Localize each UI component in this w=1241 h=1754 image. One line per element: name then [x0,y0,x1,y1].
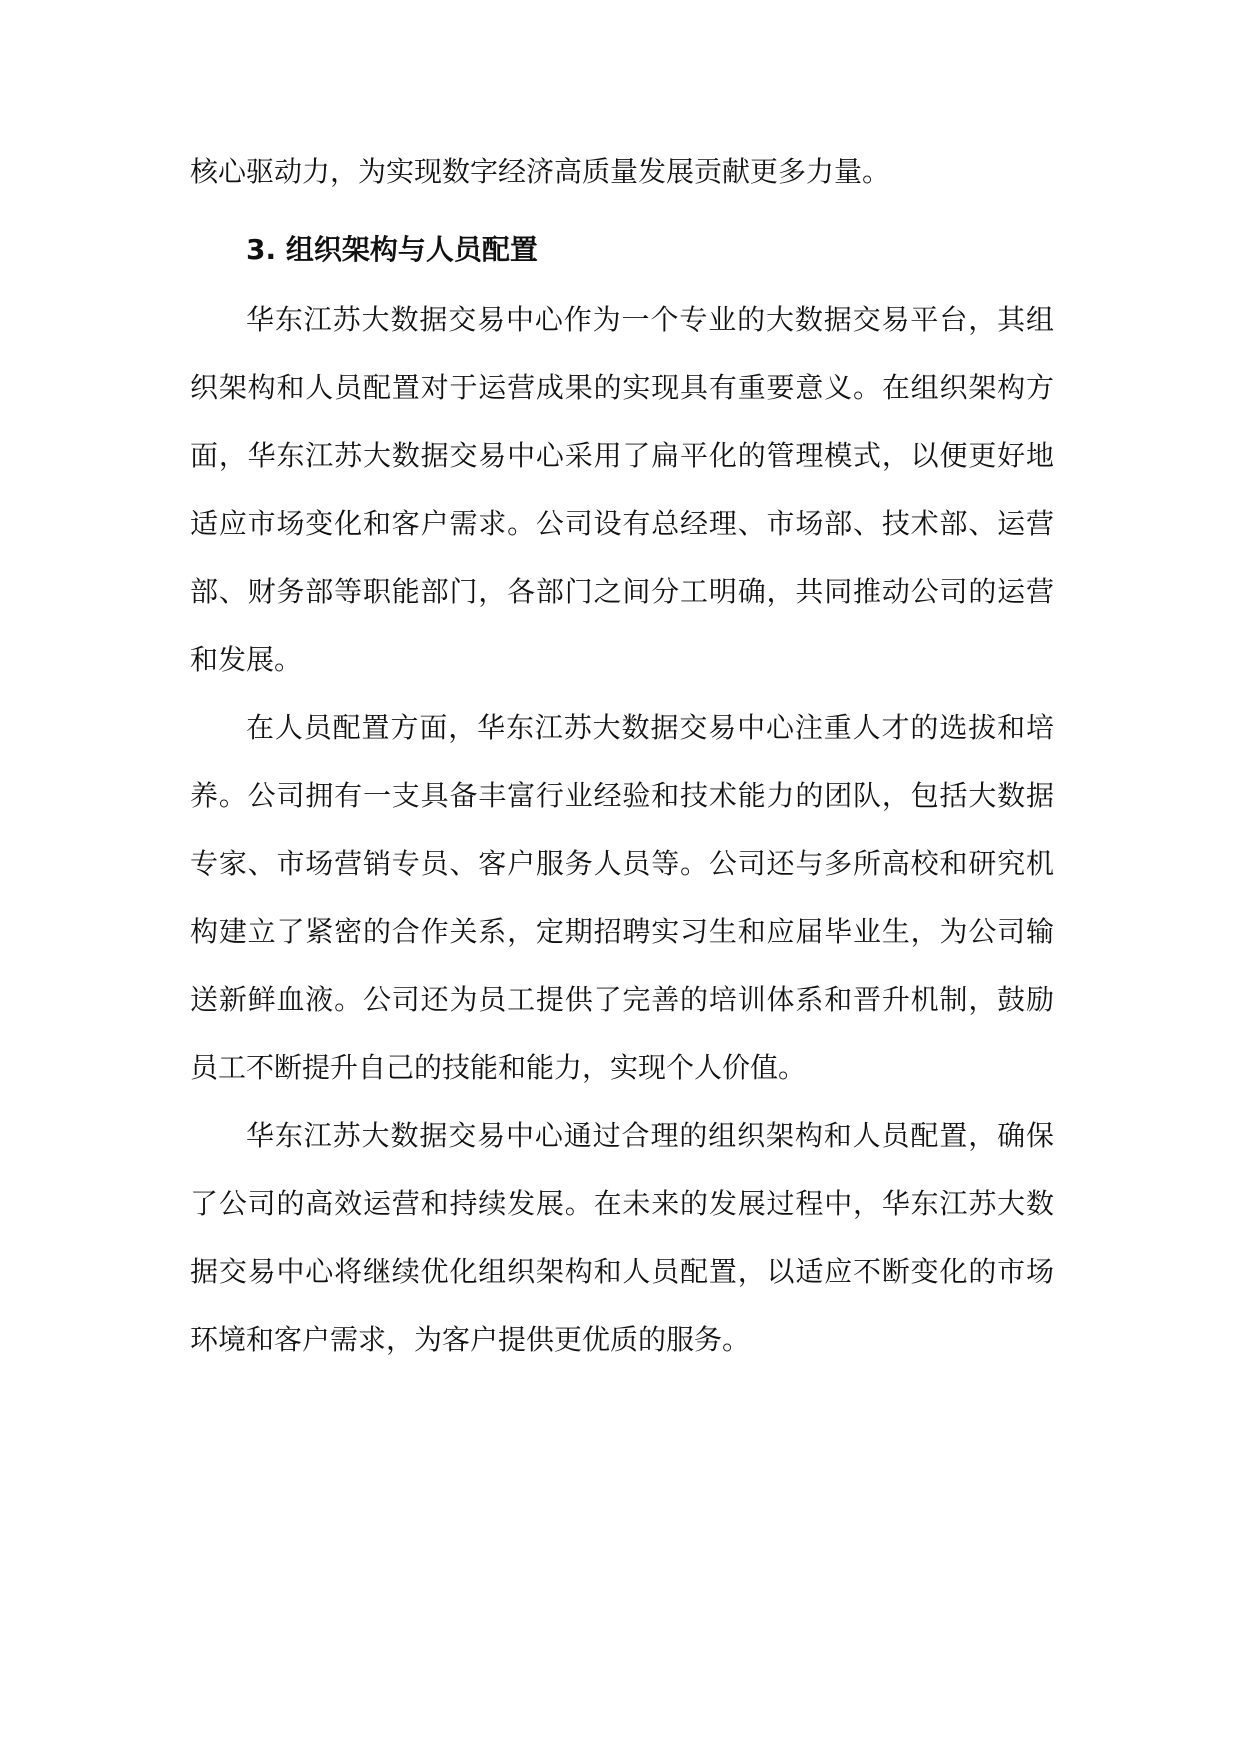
paragraph-line: 据交易中心将继续优化组织架构和人员配置，以适应不断变化的市场 [190,1255,1054,1288]
paragraph-line: 环境和客户需求，为客户提供更优质的服务。 [190,1323,751,1356]
paragraph-line: 华东江苏大数据交易中心通过合理的组织架构和人员配置，确保 [246,1119,1054,1152]
paragraph-line: 织架构和人员配置对于运营成果的实现具有重要意义。在组织架构方 [190,371,1054,404]
paragraph-line: 构建立了紧密的合作关系，定期招聘实习生和应届毕业生，为公司输 [190,915,1054,948]
paragraph-line: 养。公司拥有一支具备丰富行业经验和技术能力的团队，包括大数据 [190,779,1054,812]
paragraph-line: 在人员配置方面，华东江苏大数据交易中心注重人才的选拔和培 [246,711,1054,744]
paragraph-line: 适应市场变化和客户需求。公司设有总经理、市场部、技术部、运营 [190,507,1054,540]
paragraph-line: 员工不断提升自己的技能和能力，实现个人价值。 [190,1051,807,1084]
paragraph-line: 了公司的高效运营和持续发展。在未来的发展过程中，华东江苏大数 [190,1187,1054,1220]
paragraph-line: 部、财务部等职能部门，各部门之间分工明确，共同推动公司的运营 [190,575,1054,608]
section-heading: 3. 组织架构与人员配置 [246,233,538,266]
paragraph-line: 送新鲜血液。公司还为员工提供了完善的培训体系和晋升机制，鼓励 [190,983,1054,1016]
paragraph-line: 专家、市场营销专员、客户服务人员等。公司还与多所高校和研究机 [190,847,1054,880]
paragraph-line: 华东江苏大数据交易中心作为一个专业的大数据交易平台，其组 [246,303,1054,336]
paragraph-line: 和发展。 [190,643,303,676]
paragraph-line: 面，华东江苏大数据交易中心采用了扁平化的管理模式，以便更好地 [190,439,1054,472]
continuation-line: 核心驱动力，为实现数字经济高质量发展贡献更多力量。 [190,155,891,188]
